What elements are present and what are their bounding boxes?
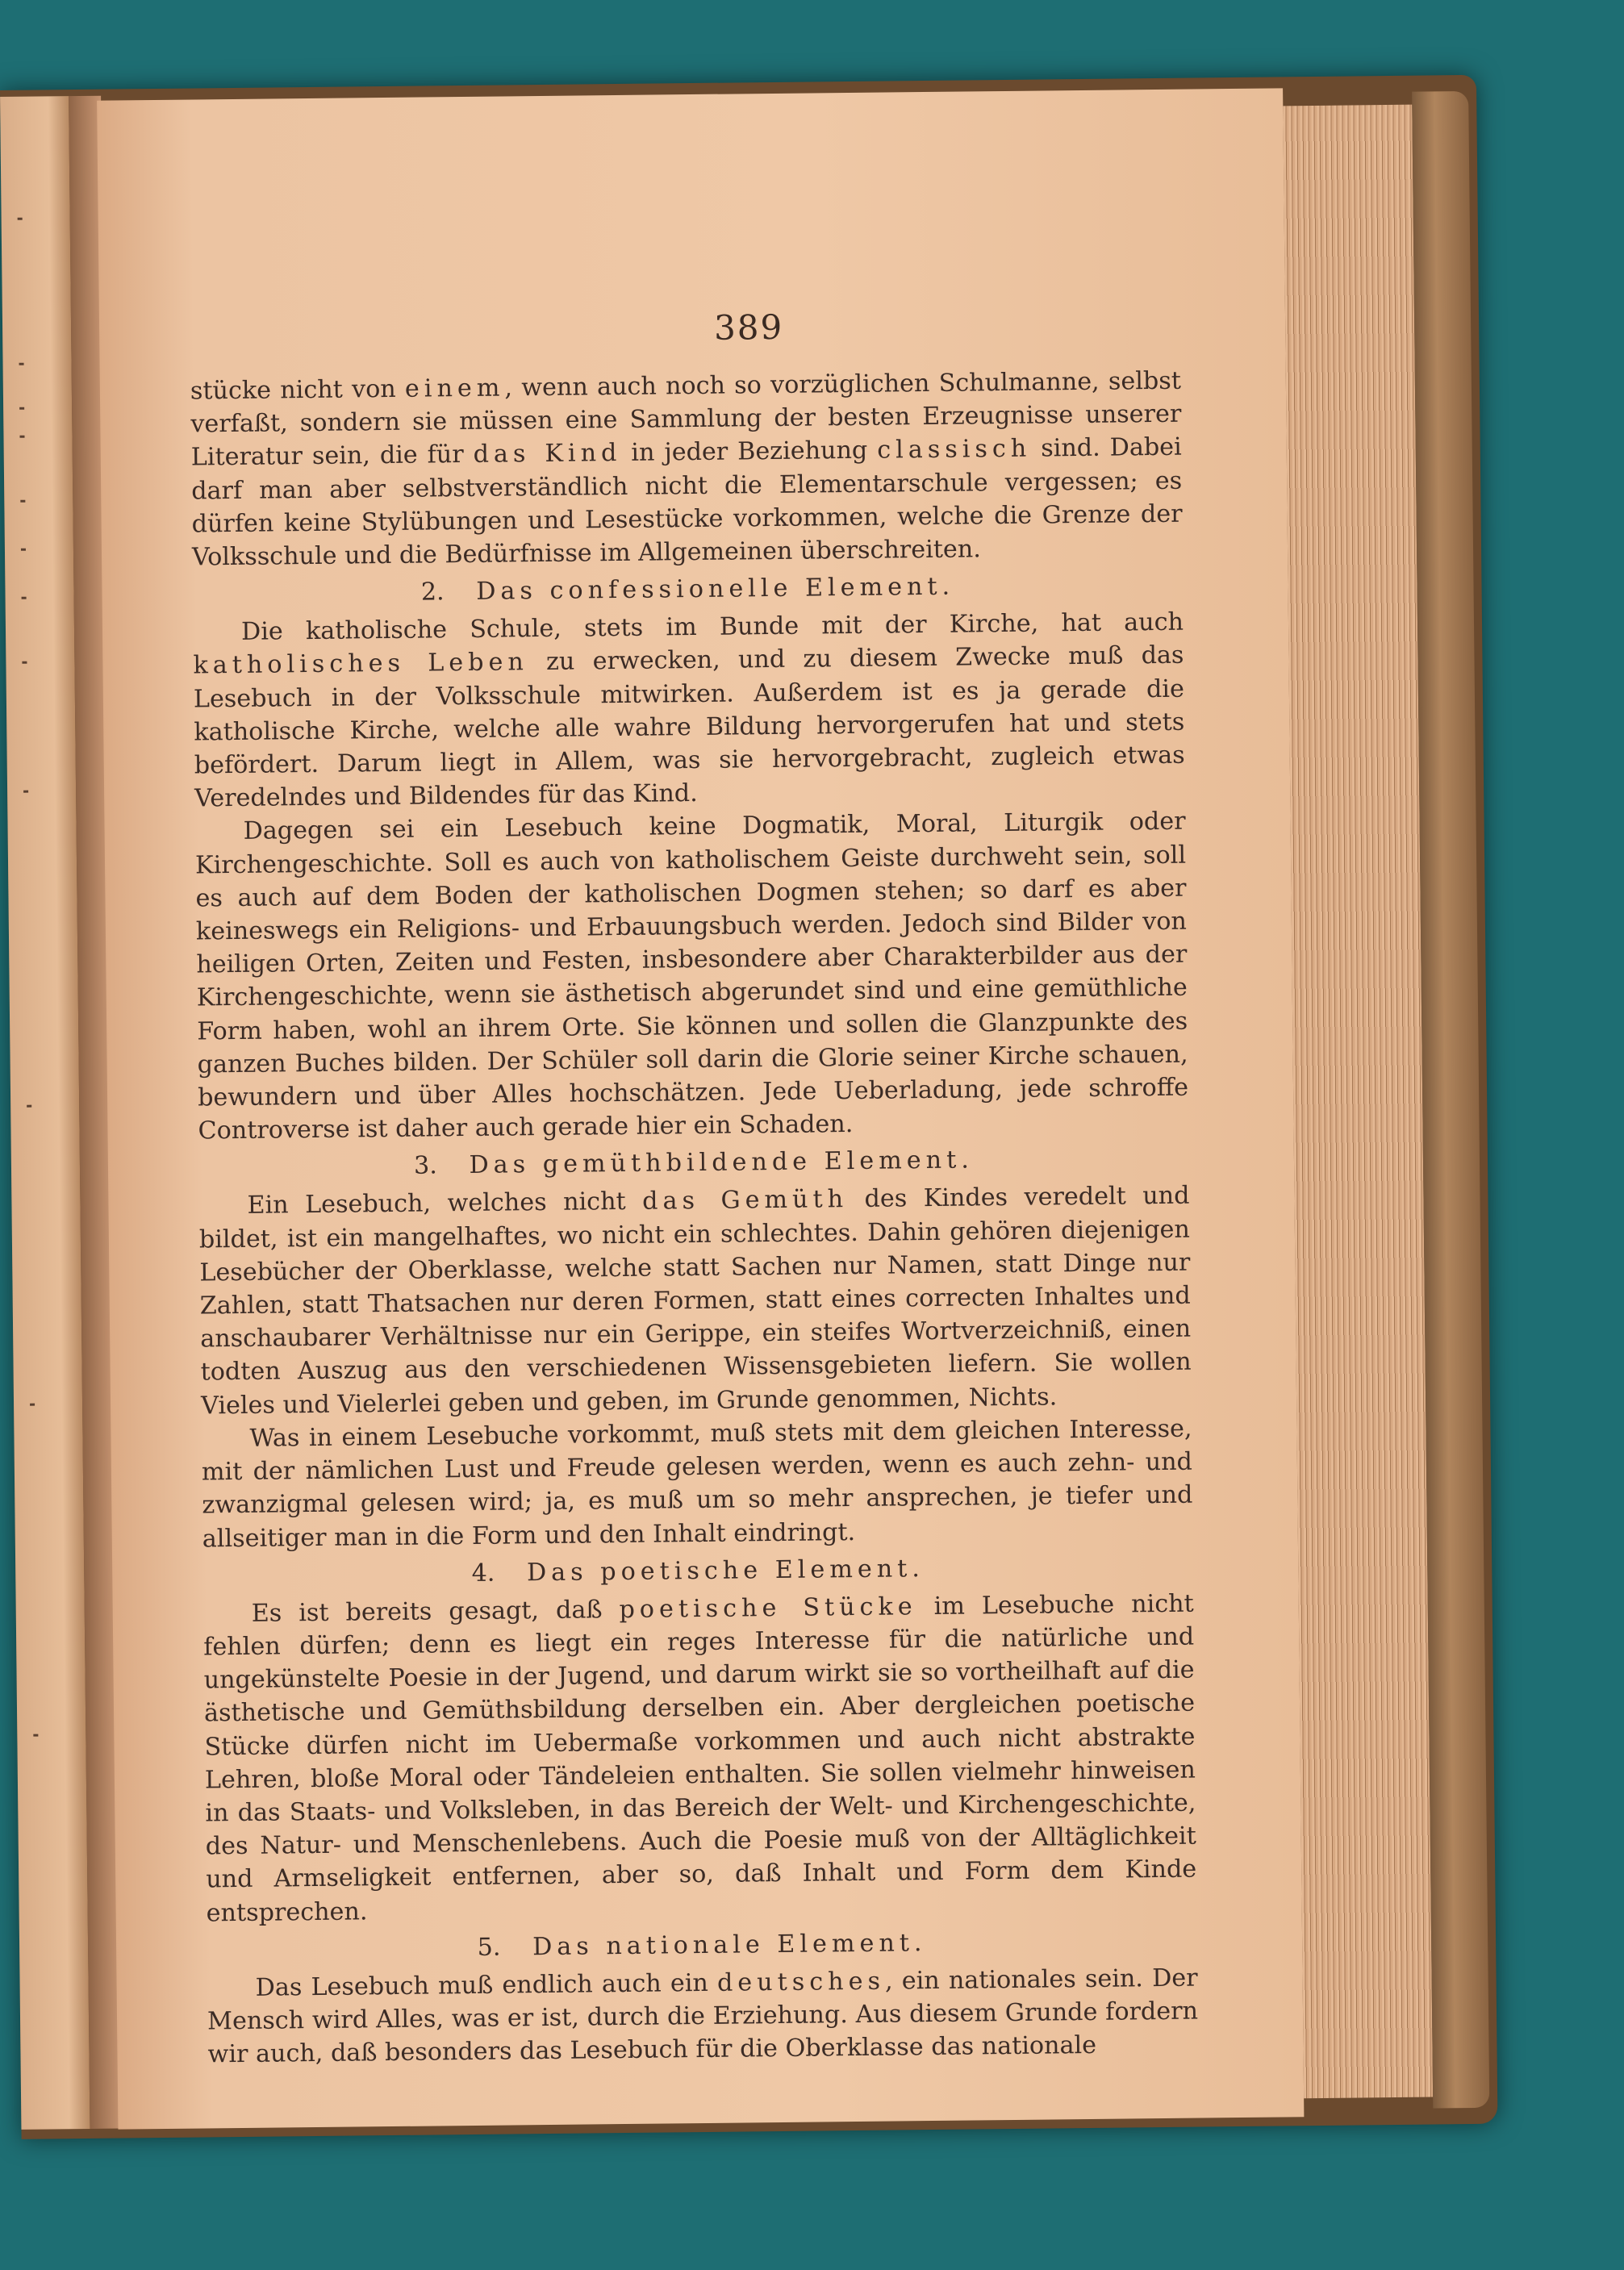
page-text xyxy=(190,365,1199,2072)
page-stack-edges xyxy=(1283,105,1433,2099)
text-run: Die katholische Schule, stets im Bunde mit der Kirche, hat auch xyxy=(240,607,1184,647)
text-run: im Lesebuche nicht fehlen dürfen; denn es liegt ein reges Interesse für die natürliche und ungekünstelte Poesie in der Jugend, und darum wirkt sie so vortheilhaft auf die ästhetische und Gemüthsbildung derselben ein. Aber dergleichen poetische Stücke dürfen nicht im Uebermaße vorkommen und auch nicht abstrakte Lehren, bloße Moral oder Tändeleien enthalten. Sie sollen vielmehr hinweisen in das Staats- und Volksleben, in das Bereich der Welt- und Kirchengeschichte, des Natur- und Menschenlebens. Auch die Poesie muß von der Alltäglichkeit und Armseligkeit entfernen, aber so, daß Inhalt und Form dem Kinde entsprechen. xyxy=(203,1589,1197,1927)
section-number: 3. xyxy=(413,1151,445,1181)
text-run: Das Lesebuch muß endlich auch ein xyxy=(255,1968,718,2002)
page-number: 389 xyxy=(713,307,784,348)
text-run: zu erwecken, und zu diesem Zwecke muß das Lesebuch in der Volksschule mitwirken. Außerdem ist es ja gerade die katholische Kirche, welche alle wahre Bildung hervorgerufen hat und stets befördert. Darum liegt in Allem, was sie hervorgebracht, zugleich etwas Veredelndes und Bildendes für das Kind. xyxy=(193,641,1185,813)
paragraph xyxy=(201,1412,1193,1556)
book xyxy=(0,75,1497,2139)
section-heading xyxy=(207,1924,1197,1967)
spaced-emphasis-text: das Gemüth xyxy=(642,1185,849,1216)
spaced-emphasis-text: einem xyxy=(404,373,505,403)
spaced-emphasis-text: das Kind xyxy=(473,439,622,469)
section-heading xyxy=(198,1142,1189,1185)
paragraph xyxy=(203,1587,1197,1930)
text-run: sind. Dabei darf man aber selbstverständlich nicht die Elementarschule vergessen; es dürfen keine Stylübungen und Lesestücke vorkommen, welche die Grenze der Volksschule und die Bedürfnisse im Allgemeinen überschreiten. xyxy=(191,433,1183,572)
paragraph xyxy=(194,805,1188,1148)
text-run: Es ist bereits gesagt, daß xyxy=(251,1595,620,1628)
paragraph xyxy=(190,365,1184,574)
text-run: stücke nicht von xyxy=(190,374,406,406)
section-number: 5. xyxy=(477,1933,509,1962)
left-page-margin-marks xyxy=(16,97,53,2130)
section-title: Das poetische Element. xyxy=(526,1554,925,1587)
section-title: Das confessionelle Element. xyxy=(476,572,955,607)
text-run: in jeder Beziehung xyxy=(621,436,878,468)
spaced-emphasis-text: poetische Stücke xyxy=(619,1592,917,1624)
paragraph xyxy=(207,1961,1198,2071)
section-heading xyxy=(192,569,1183,611)
section-title: Das nationale Element. xyxy=(532,1928,927,1961)
text-run: Ein Lesebuch, welches nicht xyxy=(247,1187,643,1221)
text-run: Dagegen sei ein Lesebuch keine Dogmatik, Moral, Liturgik oder Kirchengeschichte. Soll es auch von katholischem Geiste durchweht sein, soll es auch auf dem Boden der katholischen Dogmen stehen; so darf es aber keineswegs ein Religions- und Erbauungsbuch werden. Jedoch sind Bilder von heiligen Orten, Zeiten und Festen, insbesondere aber Charakterbilder aus der Kirchengeschichte, wenn sie ästhetisch abgerundet sind und eine gemüthliche Form haben, wohl an ihrem Orte. Sie können und sollen die Glanzpunkte des ganzen Buches bilden. Der Schüler soll darin die Glorie seiner Kirche schauen, bewundern und über Alles hochschätzen. Jede Ueberladung, jede schroffe Controverse ist daher auch gerade hier ein Schaden. xyxy=(194,807,1189,1145)
section-heading xyxy=(202,1550,1193,1592)
text-run: des Kindes veredelt und bildet, ist ein mangelhaftes, wo nicht ein schlechtes. Dahin gehören diejenigen Lesebücher der Oberklasse, welche statt Sachen nur Namen, statt Dinge nur Zahlen, statt Thatsachen nur deren Formen, statt eines correcten Inhaltes und anschaubarer Verhältnisse nur ein Gerippe, ein steifes Wortverzeichniß, einen todten Auszug aus den verschiedenen Wissensgebieten liefern. Sie wollen Vieles und Vielerlei geben und geben, im Grunde genommen, Nichts. xyxy=(198,1182,1192,1421)
spaced-emphasis-text: classisch xyxy=(877,435,1032,465)
paragraph xyxy=(198,1179,1192,1422)
paragraph xyxy=(193,606,1186,816)
spaced-emphasis-text: katholisches Leben xyxy=(193,648,528,680)
text-run: , ein nationales sein. Der Mensch wird Alles, was er ist, durch die Erziehung. Aus diesem Grunde fordern wir auch, daß besonders das Lesebuch für die Oberklasse das nationale xyxy=(207,1963,1199,2069)
section-number: 4. xyxy=(471,1559,503,1588)
text-run: Was in einem Lesebuche vorkommt, muß stets mit dem gleichen Interesse, mit der nämlichen Lust und Freude gelesen werden, wenn es auch zehn- und zwanzigmal gelesen wird; ja, es muß um so mehr ansprechen, je tiefer und allseitiger man in die Form und den Inhalt eindringt. xyxy=(201,1414,1193,1553)
text-run: , wenn auch noch so vorzüglichen Schulmanne, selbst verfaßt, sondern sie müssen eine Sammlung der besten Erzeugnisse unserer Literatur sein, die für xyxy=(190,366,1182,472)
section-number: 2. xyxy=(420,578,453,607)
section-title: Das gemüthbildende Element. xyxy=(469,1145,975,1180)
spaced-emphasis-text: deutsches xyxy=(716,1967,886,1997)
